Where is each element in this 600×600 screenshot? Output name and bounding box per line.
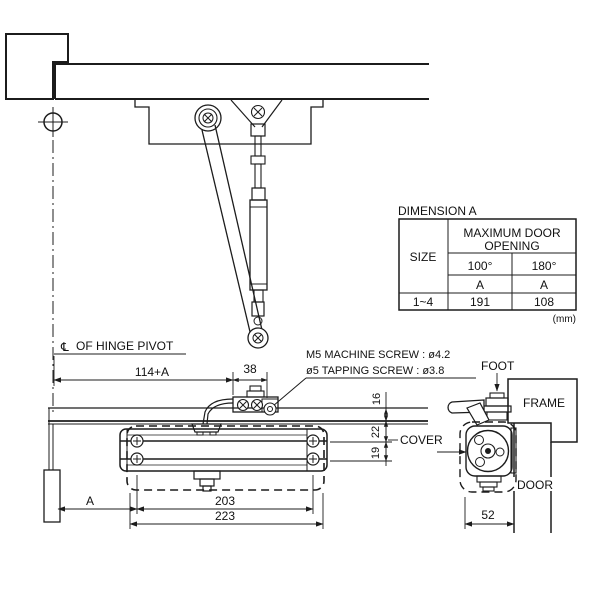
dimension-table <box>398 204 576 325</box>
table-size-header: SIZE <box>409 250 437 264</box>
machine-screw-note: M5 MACHINE SCREW : ø4.2 <box>306 349 451 361</box>
table-units: (mm) <box>552 314 576 325</box>
foot-assembly-plan <box>192 386 278 435</box>
table-value-180: 108 <box>533 295 555 309</box>
dim-frame-clearance: 16 <box>371 392 383 406</box>
table-title: DIMENSION A <box>398 204 477 218</box>
mounting-plate <box>135 99 323 144</box>
bottom-dimensions <box>58 475 323 529</box>
cover-outline-plan <box>127 426 324 490</box>
header-band <box>55 64 429 99</box>
vertical-dimensions <box>330 392 392 466</box>
table-opening-header-1: MAXIMUM DOOR <box>463 226 561 240</box>
dim-cover-length: 223 <box>214 509 236 523</box>
foot-bracket-section <box>231 100 282 136</box>
table-a-100: A <box>475 278 485 292</box>
dim-arm-offset: 114+A <box>134 365 170 379</box>
dim-foot-width: 38 <box>243 362 257 376</box>
wall-section <box>6 34 68 99</box>
foot-label: FOOT <box>481 359 515 373</box>
lever-arm-side <box>448 400 489 425</box>
main-arm <box>202 125 262 336</box>
mounting-screws <box>131 435 319 465</box>
table-value-100: 191 <box>469 295 491 309</box>
hinge-pivot-symbol <box>38 107 68 137</box>
table-a-180: A <box>539 278 549 292</box>
cover-label-group <box>388 433 466 452</box>
top-dimensions <box>54 356 267 398</box>
frame-profile <box>508 379 577 442</box>
valve-tab <box>194 471 220 491</box>
closer-body-plan <box>120 426 327 491</box>
adjustable-rod <box>248 136 268 348</box>
cover-label: COVER <box>400 433 443 447</box>
tapping-screw-note: ø5 TAPPING SCREW : ø3.8 <box>306 365 445 377</box>
side-depth-dimension <box>465 497 514 529</box>
hinge-edge <box>44 470 60 522</box>
table-angle-100: 100° <box>467 259 493 273</box>
dim-hinge-to-cover: A <box>85 494 95 508</box>
arm-pivot <box>195 105 221 131</box>
dim-upper-hole: 22 <box>370 425 382 439</box>
dim-lower-hole: 19 <box>370 446 382 460</box>
side-view <box>448 359 577 533</box>
table-angle-180: 180° <box>531 259 557 273</box>
table-size-value: 1~4 <box>412 295 434 309</box>
frame-label: FRAME <box>523 396 565 410</box>
door-label: DOOR <box>517 478 553 492</box>
dim-mounting-holes: 203 <box>214 494 236 508</box>
hinge-pivot-label: OF HINGE PIVOT <box>76 339 174 353</box>
closer-body-side <box>460 422 516 492</box>
centerline-symbol: ℄ <box>61 340 69 354</box>
table-opening-header-2: OPENING <box>484 239 540 253</box>
dim-side-depth: 52 <box>481 508 495 522</box>
